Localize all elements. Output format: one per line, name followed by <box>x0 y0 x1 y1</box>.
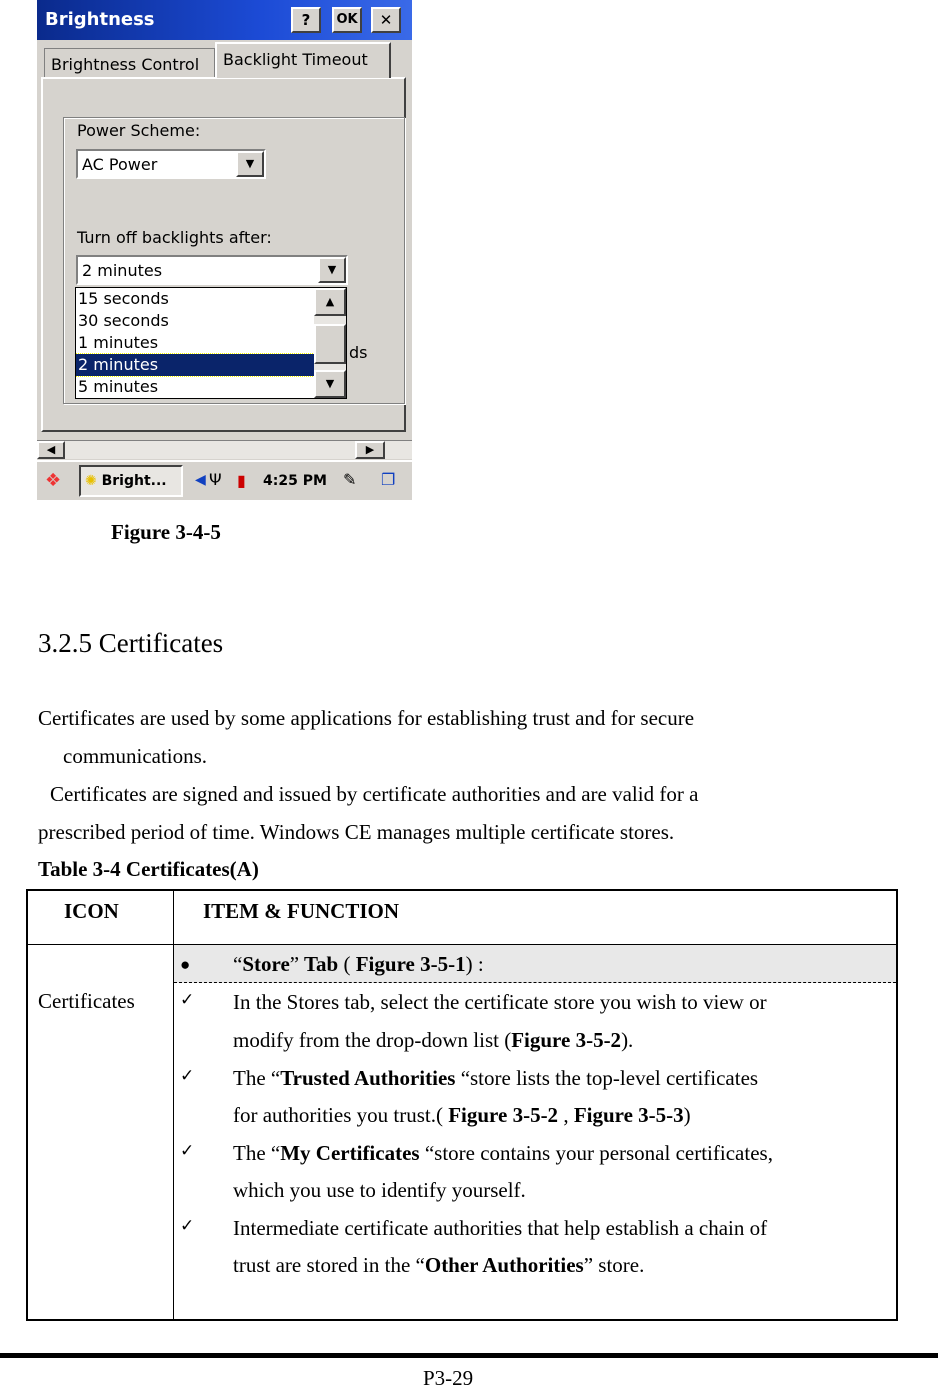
windows-icon[interactable]: ❐ <box>381 470 396 489</box>
footer-rule <box>0 1353 938 1358</box>
turn-off-label: Turn off backlights after: <box>77 228 272 247</box>
scroll-up-icon[interactable]: ▲ <box>314 288 346 316</box>
text: modify from the drop-down list ( <box>233 1028 512 1052</box>
list-item[interactable]: 1 minutes <box>78 333 159 352</box>
power-scheme-value: AC Power <box>82 155 158 174</box>
scroll-down-icon[interactable]: ▼ <box>314 370 346 398</box>
item-line: which you use to identify yourself. <box>233 1178 526 1202</box>
item-line <box>233 1022 633 1060</box>
horizontal-scrollbar[interactable] <box>37 440 412 459</box>
timeout-dropdown-list[interactable] <box>75 287 347 399</box>
window-title: Brightness <box>45 9 155 30</box>
text: The “ <box>233 1141 281 1165</box>
tab-strip <box>41 42 406 78</box>
chevron-down-icon[interactable]: ▼ <box>318 257 346 283</box>
dropdown-scrollbar[interactable] <box>314 288 346 398</box>
item-line <box>233 1097 691 1135</box>
tab-brightness-control[interactable]: Brightness Control <box>44 48 215 78</box>
text: ” store. <box>583 1253 645 1277</box>
clock: 4:25 PM <box>263 473 327 489</box>
text-bold: Other Authorities <box>424 1253 584 1277</box>
row-label: Certificates <box>38 989 135 1013</box>
help-button[interactable]: ? <box>291 7 321 33</box>
header-item-function: ITEM & FUNCTION <box>203 899 400 923</box>
text: The “ <box>233 1066 281 1090</box>
scroll-right-icon[interactable]: ▶ <box>355 441 385 459</box>
chevron-down-icon[interactable]: ▼ <box>236 151 264 177</box>
input-panel-icon[interactable]: ✎ <box>343 470 357 489</box>
item-line <box>233 1060 758 1098</box>
text: ( <box>338 952 356 976</box>
paragraph-line: Certificates are used by some applications for establishing trust and for secure <box>38 706 695 730</box>
check-icon: ✓ <box>180 1216 195 1235</box>
partial-label: ds <box>349 343 368 362</box>
text-bold: Figure 3-5-2 <box>448 1103 559 1127</box>
paragraph-line: Certificates are signed and issued by certificate authorities and are valid for a <box>50 782 699 806</box>
paragraph-line: prescribed period of time. Windows CE manages multiple certificate stores. <box>38 820 675 844</box>
store-tab-line <box>233 946 484 984</box>
table-caption: Table 3-4 Certificates(A) <box>38 857 259 881</box>
text: ” <box>289 952 300 976</box>
ok-button[interactable]: OK <box>332 7 362 33</box>
text: trust are stored in the “ <box>233 1253 425 1277</box>
power-scheme-select[interactable] <box>76 149 266 179</box>
list-item[interactable]: 5 minutes <box>78 377 159 396</box>
sun-icon: ✺ <box>85 473 97 489</box>
paragraph-line: communications. <box>63 744 208 768</box>
close-button[interactable]: ✕ <box>371 7 401 33</box>
list-item-selected[interactable]: 2 minutes <box>76 354 314 376</box>
text: “store contains your personal certificates, <box>419 1141 773 1165</box>
task-label: Bright... <box>101 473 167 489</box>
text: “ <box>233 952 243 976</box>
backlight-timeout-select[interactable] <box>76 255 348 285</box>
taskbar <box>37 460 412 500</box>
check-icon: ✓ <box>180 1141 195 1160</box>
item-line <box>233 1247 644 1285</box>
text-bold: Tab <box>299 952 339 976</box>
text-bold: Store <box>242 952 290 976</box>
antenna-icon: Ψ <box>209 470 222 489</box>
text-bold: Figure 3-5-2 <box>511 1028 622 1052</box>
title-bar <box>37 0 412 40</box>
list-item[interactable]: 30 seconds <box>78 311 169 330</box>
page-number: P3-29 <box>423 1366 474 1390</box>
figure-caption: Figure 3-4-5 <box>111 520 221 544</box>
check-icon: ✓ <box>180 990 195 1009</box>
power-scheme-label: Power Scheme: <box>77 121 201 140</box>
section-heading: 3.2.5 Certificates <box>38 628 224 658</box>
list-item[interactable]: 15 seconds <box>78 289 169 308</box>
taskbar-button-brightness[interactable] <box>79 465 183 497</box>
text: ). <box>621 1028 634 1052</box>
text-bold: My Certificates <box>280 1141 420 1165</box>
scroll-thumb[interactable] <box>314 324 346 364</box>
battery-icon: ▮ <box>237 471 246 490</box>
item-line <box>233 1135 773 1173</box>
check-icon: ✓ <box>180 1066 195 1085</box>
text: ) <box>683 1103 691 1127</box>
backlight-timeout-value: 2 minutes <box>82 261 163 280</box>
text: , <box>558 1103 574 1127</box>
item-line: Intermediate certificate authorities that help establish a chain of <box>233 1216 768 1240</box>
start-icon[interactable]: ❖ <box>45 470 62 491</box>
header-icon: ICON <box>64 899 119 923</box>
arrow-left-icon[interactable]: ◀ <box>195 472 206 488</box>
item-line: In the Stores tab, select the certificate store you wish to view or <box>233 990 767 1014</box>
text: “store lists the top-level certificates <box>455 1066 759 1090</box>
text: ) : <box>465 952 484 976</box>
text: for authorities you trust.( <box>233 1103 449 1127</box>
text-bold: Figure 3-5-3 <box>573 1103 684 1127</box>
tab-backlight-timeout[interactable]: Backlight Timeout <box>215 42 391 78</box>
text-bold: Trusted Authorities <box>280 1066 456 1090</box>
brightness-screenshot <box>37 0 412 500</box>
scroll-left-icon[interactable]: ◀ <box>37 441 65 459</box>
text-bold: Figure 3-5-1 <box>355 952 466 976</box>
bullet-icon: ● <box>180 955 191 974</box>
